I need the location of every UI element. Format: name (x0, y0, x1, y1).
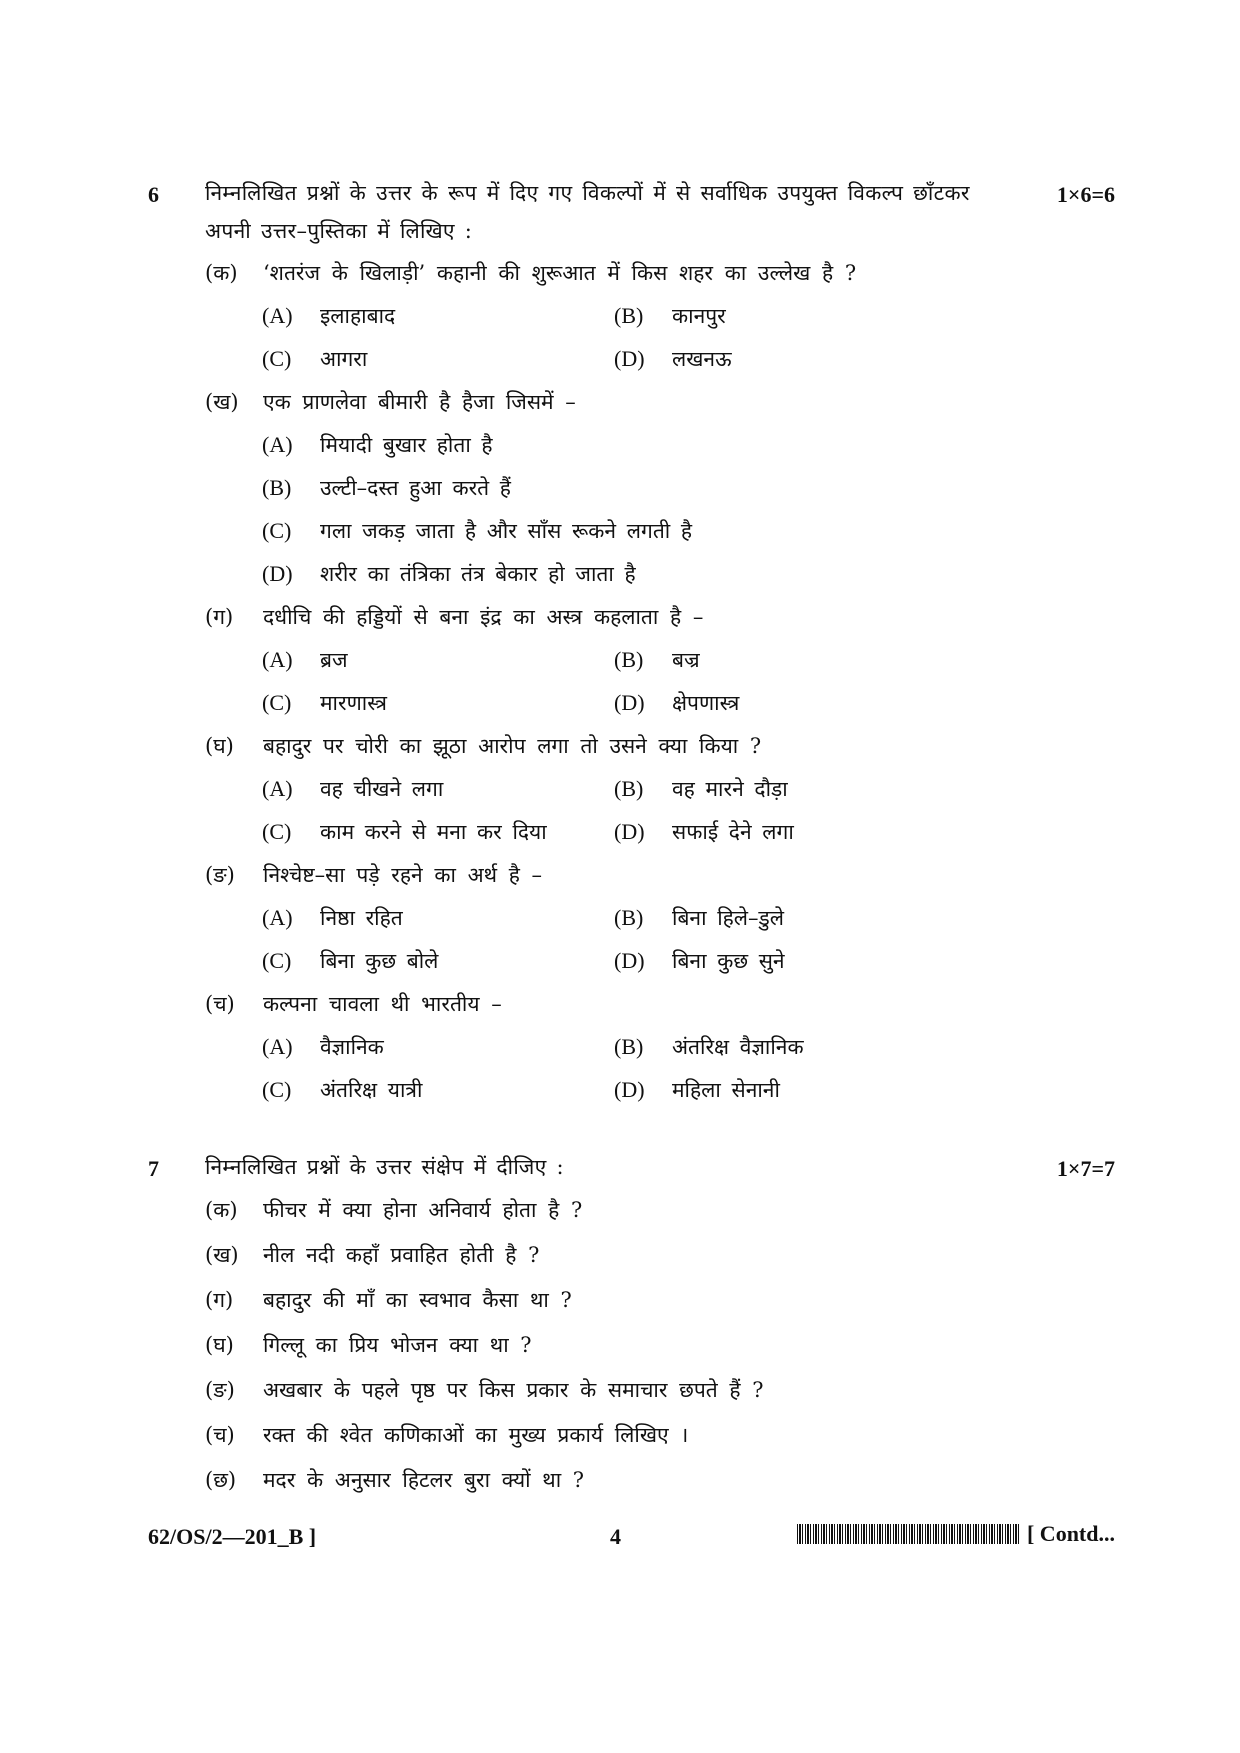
q7-item-gha (205, 1326, 532, 1364)
option-b (614, 904, 784, 932)
option-letter: (A) (262, 303, 293, 328)
option-text: उल्टी–दस्त हुआ करते हैं (320, 476, 511, 500)
question-6-instruction: निम्नलिखित प्रश्नों के उत्तर के रूप में दिए गए विकल्पों में से सर्वाधिक उपयुक्त विकल्प छाँटकर अपनी उत्तर–पुस्तिका में लिखिए : (205, 181, 970, 243)
item-label: (च) (205, 1423, 235, 1447)
q6-ka-options-row-2 (262, 340, 732, 378)
item-label: (क) (205, 1198, 238, 1222)
item-text: दधीचि की हड्डियों से बना इंद्र का अस्त्र कहलाता है – (263, 605, 704, 629)
q6-ga-options-row-1 (262, 641, 700, 679)
item-label: (ङ) (205, 1378, 235, 1402)
question-7-instruction: निम्नलिखित प्रश्नों के उत्तर संक्षेप में दीजिए : (205, 1155, 564, 1179)
item-label: (छ) (205, 1468, 237, 1492)
option-d (614, 689, 739, 717)
option-letter: (D) (262, 561, 293, 586)
q7-item-cha (205, 1416, 688, 1454)
option-letter: (B) (262, 475, 292, 500)
option-a (262, 904, 614, 932)
item-text: बहादुर की माँ का स्वभाव कैसा था ? (263, 1288, 572, 1312)
page-number: 4 (610, 1524, 621, 1549)
q6-nga-options-row-2 (262, 942, 785, 980)
item-label: (ख) (205, 390, 239, 414)
item-text: नील नदी कहाँ प्रवाहित होती है ? (263, 1243, 540, 1267)
option-letter: (B) (614, 1034, 644, 1059)
item-text: गिल्लू का प्रिय भोजन क्या था ? (263, 1333, 532, 1357)
item-label: (ख) (205, 1243, 239, 1267)
option-c (262, 947, 614, 975)
q6-nga-options-row-1 (262, 899, 784, 937)
option-d (614, 345, 732, 373)
option-text: लखनऊ (672, 347, 732, 371)
option-text: वह चीखने लगा (320, 777, 444, 801)
item-text: फीचर में क्या होना अनिवार्य होता है ? (263, 1198, 583, 1222)
option-d (614, 947, 785, 975)
option-text: बिना हिले–डुले (672, 906, 784, 930)
q7-item-chha (205, 1461, 584, 1499)
option-text: आगरा (320, 347, 368, 371)
option-letter: (B) (614, 303, 644, 328)
option-d (614, 818, 794, 846)
option-letter: (B) (614, 905, 644, 930)
item-text: मदर के अनुसार हिटलर बुरा क्यों था ? (263, 1468, 585, 1492)
option-text: वह मारने दौड़ा (672, 777, 788, 801)
q6-item-ka (205, 254, 856, 292)
option-text: इलाहाबाद (320, 304, 396, 328)
option-d (262, 560, 636, 588)
option-letter: (D) (614, 346, 645, 371)
option-letter: (A) (262, 776, 293, 801)
item-label: (घ) (205, 1333, 234, 1357)
option-text: गला जकड़ जाता है और साँस रूकने लगती है (320, 519, 693, 543)
option-letter: (A) (262, 905, 293, 930)
q6-kha-option-a (262, 426, 493, 464)
option-letter: (B) (614, 647, 644, 672)
option-text: शरीर का तंत्रिका तंत्र बेकार हो जाता है (320, 562, 636, 586)
q6-kha-option-b (262, 469, 511, 507)
option-text: निष्ठा रहित (320, 906, 403, 930)
question-6-marks: 1×6=6 (1056, 182, 1115, 207)
option-letter: (C) (262, 346, 292, 371)
item-label: (च) (205, 992, 235, 1016)
option-letter: (C) (262, 690, 292, 715)
item-text: रक्त की श्वेत कणिकाओं का मुख्य प्रकार्य लिखिए । (263, 1423, 689, 1447)
q6-cha-options-row-2 (262, 1071, 780, 1109)
q7-item-kha (205, 1236, 539, 1274)
option-letter: (D) (614, 1077, 645, 1102)
option-text: मारणास्त्र (320, 691, 387, 715)
q7-item-ka (205, 1191, 582, 1229)
q6-item-cha (205, 985, 502, 1023)
option-letter: (A) (262, 647, 293, 672)
option-text: अंतरिक्ष वैज्ञानिक (672, 1035, 804, 1059)
option-text: ब्रज (320, 648, 348, 672)
q6-kha-option-c (262, 512, 692, 550)
option-b (614, 646, 700, 674)
item-text: अखबार के पहले पृष्ठ पर किस प्रकार के समाचार छपते हैं ? (263, 1378, 764, 1402)
q6-gha-options-row-1 (262, 770, 788, 808)
option-letter: (C) (262, 819, 292, 844)
q6-item-gha (205, 727, 761, 765)
option-a (262, 775, 614, 803)
option-text: महिला सेनानी (672, 1078, 780, 1102)
option-b (614, 1033, 804, 1061)
option-letter: (A) (262, 1034, 293, 1059)
option-c (262, 517, 692, 545)
option-text: वैज्ञानिक (320, 1035, 384, 1059)
option-letter: (D) (614, 819, 645, 844)
q6-item-nga (205, 856, 542, 894)
option-c (262, 1076, 614, 1104)
option-text: बिना कुछ सुने (672, 949, 785, 973)
q7-item-nga (205, 1371, 764, 1409)
footer-right (797, 1521, 1115, 1547)
option-letter: (A) (262, 432, 293, 457)
paper-code: 62/OS/2—201_B ] (148, 1524, 317, 1549)
question-7-number: 7 (148, 1156, 159, 1181)
option-a (262, 1033, 614, 1061)
option-letter: (B) (614, 776, 644, 801)
option-b (262, 474, 511, 502)
option-letter: (D) (614, 690, 645, 715)
option-letter: (C) (262, 518, 292, 543)
item-label: (क) (205, 261, 238, 285)
q6-ga-options-row-2 (262, 684, 739, 722)
q6-item-kha (205, 383, 576, 421)
item-label: (ग) (205, 605, 234, 629)
q6-kha-option-d (262, 555, 636, 593)
item-label: (घ) (205, 734, 234, 758)
option-a (262, 302, 614, 330)
option-d (614, 1076, 780, 1104)
q6-gha-options-row-2 (262, 813, 794, 851)
option-text: काम करने से मना कर दिया (320, 820, 547, 844)
q6-cha-options-row-1 (262, 1028, 804, 1066)
option-letter: (D) (614, 948, 645, 973)
item-label: (ङ) (205, 863, 235, 887)
option-b (614, 775, 788, 803)
option-text: बिना कुछ बोले (320, 949, 439, 973)
q6-ka-options-row-1 (262, 297, 726, 335)
option-b (614, 302, 726, 330)
option-text: अंतरिक्ष यात्री (320, 1078, 423, 1102)
continued-label: [ Contd... (1026, 1521, 1115, 1546)
barcode-icon (797, 1524, 1019, 1544)
item-text: बहादुर पर चोरी का झूठा आरोप लगा तो उसने क्या किया ? (263, 734, 762, 758)
item-text: एक प्राणलेवा बीमारी है हैजा जिसमें – (263, 390, 576, 414)
option-text: मियादी बुखार होता है (320, 433, 493, 457)
option-a (262, 431, 493, 459)
question-6-number: 6 (148, 182, 159, 207)
item-text: निश्चेष्ट–सा पड़े रहने का अर्थ है – (263, 863, 543, 887)
item-text: कल्पना चावला थी भारतीय – (263, 992, 502, 1016)
q6-item-ga (205, 598, 703, 636)
q7-item-ga (205, 1281, 572, 1319)
option-letter: (C) (262, 948, 292, 973)
question-7-marks: 1×7=7 (1056, 1156, 1115, 1181)
option-c (262, 689, 614, 717)
option-text: कानपुर (672, 304, 726, 328)
item-label: (ग) (205, 1288, 234, 1312)
option-c (262, 345, 614, 373)
option-letter: (C) (262, 1077, 292, 1102)
option-c (262, 818, 614, 846)
item-text: ‘शतरंज के खिलाड़ी’ कहानी की शुरूआत में किस शहर का उल्लेख है ? (263, 261, 857, 285)
option-a (262, 646, 614, 674)
option-text: सफाई देने लगा (672, 820, 794, 844)
option-text: क्षेपणास्त्र (672, 691, 740, 715)
option-text: बज्र (672, 648, 700, 672)
